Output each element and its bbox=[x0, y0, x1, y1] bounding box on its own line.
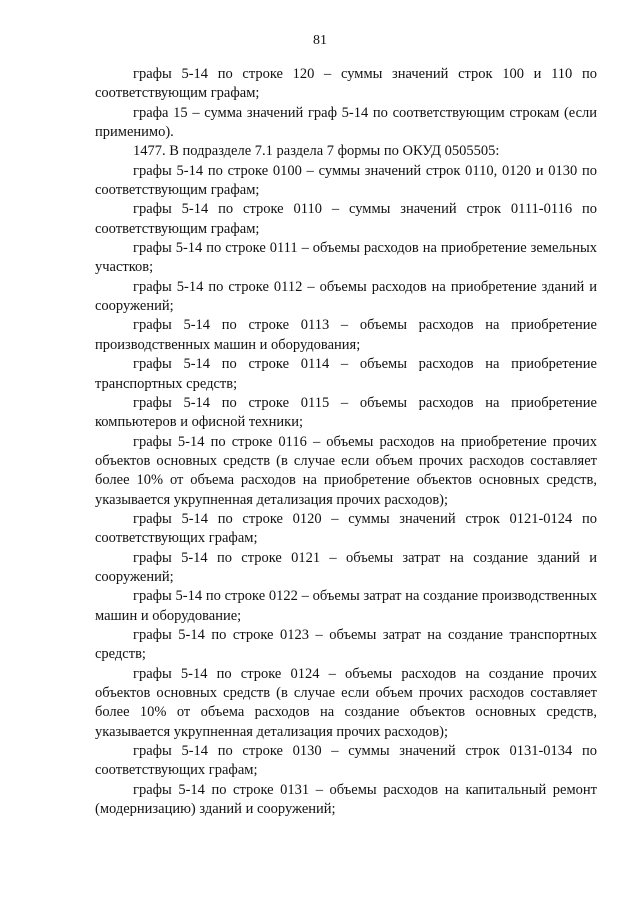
paragraph: графы 5-14 по строке 0113 – объемы расходов на приобретение производственных машин и оборудования; bbox=[95, 317, 597, 353]
paragraph: графы 5-14 по строке 0116 – объемы расходов на приобретение прочих объектов основных средств (в случае если объем прочих расходов составляет более 10% от объема расходов на приобретение объектов основных средств, указывается укрупненная детализация прочих расходов); bbox=[95, 433, 597, 508]
document-body bbox=[95, 65, 597, 819]
paragraph: графы 5-14 по строке 0124 – объемы расходов на создание прочих объектов основных средств (в случае если объем прочих расходов составляет более 10% от объема расходов на создание объектов основных средств, указывается укрупненная детализация прочих расходов); bbox=[95, 665, 597, 740]
paragraph: графы 5-14 по строке 0111 – объемы расходов на приобретение земельных участков; bbox=[95, 240, 597, 276]
section-heading: 1477. В подразделе 7.1 раздела 7 формы по ОКУД 0505505: bbox=[133, 143, 500, 160]
paragraph: графы 5-14 по строке 0100 – суммы значений строк 0110, 0120 и 0130 по соответствующим графам; bbox=[95, 162, 597, 199]
paragraph: графы 5-14 по строке 0112 – объемы расходов на приобретение зданий и сооружений; bbox=[95, 278, 597, 315]
paragraph: графы 5-14 по строке 0114 – объемы расходов на приобретение транспортных средств; bbox=[95, 356, 597, 392]
paragraph: графы 5-14 по строке 0115 – объемы расходов на приобретение компьютеров и офисной техники; bbox=[95, 394, 597, 431]
paragraph: графы 5-14 по строке 0122 – объемы затрат на создание производственных машин и оборудование; bbox=[95, 588, 597, 624]
paragraph: графы 5-14 по строке 0110 – суммы значений строк 0111-0116 по соответствующим графам; bbox=[95, 201, 597, 237]
paragraph: графы 5-14 по строке 120 – суммы значений строк 100 и 110 по соответствующим графам; bbox=[95, 66, 597, 102]
page-number: 81 bbox=[313, 33, 327, 48]
paragraph: графы 5-14 по строке 0121 – объемы затрат на создание зданий и сооружений; bbox=[95, 549, 597, 585]
paragraph: графа 15 – сумма значений граф 5-14 по соответствующим строкам (если применимо). bbox=[95, 104, 597, 141]
paragraph: графы 5-14 по строке 0130 – суммы значений строк 0131-0134 по соответствующих графам; bbox=[95, 743, 597, 779]
paragraph: графы 5-14 по строке 0123 – объемы затрат на создание транспортных средств; bbox=[95, 626, 597, 663]
paragraph: графы 5-14 по строке 0131 – объемы расходов на капитальный ремонт (модернизацию) зданий и сооружений; bbox=[95, 781, 597, 818]
paragraph: графы 5-14 по строке 0120 – суммы значений строк 0121-0124 по соответствующих графам; bbox=[95, 510, 597, 547]
